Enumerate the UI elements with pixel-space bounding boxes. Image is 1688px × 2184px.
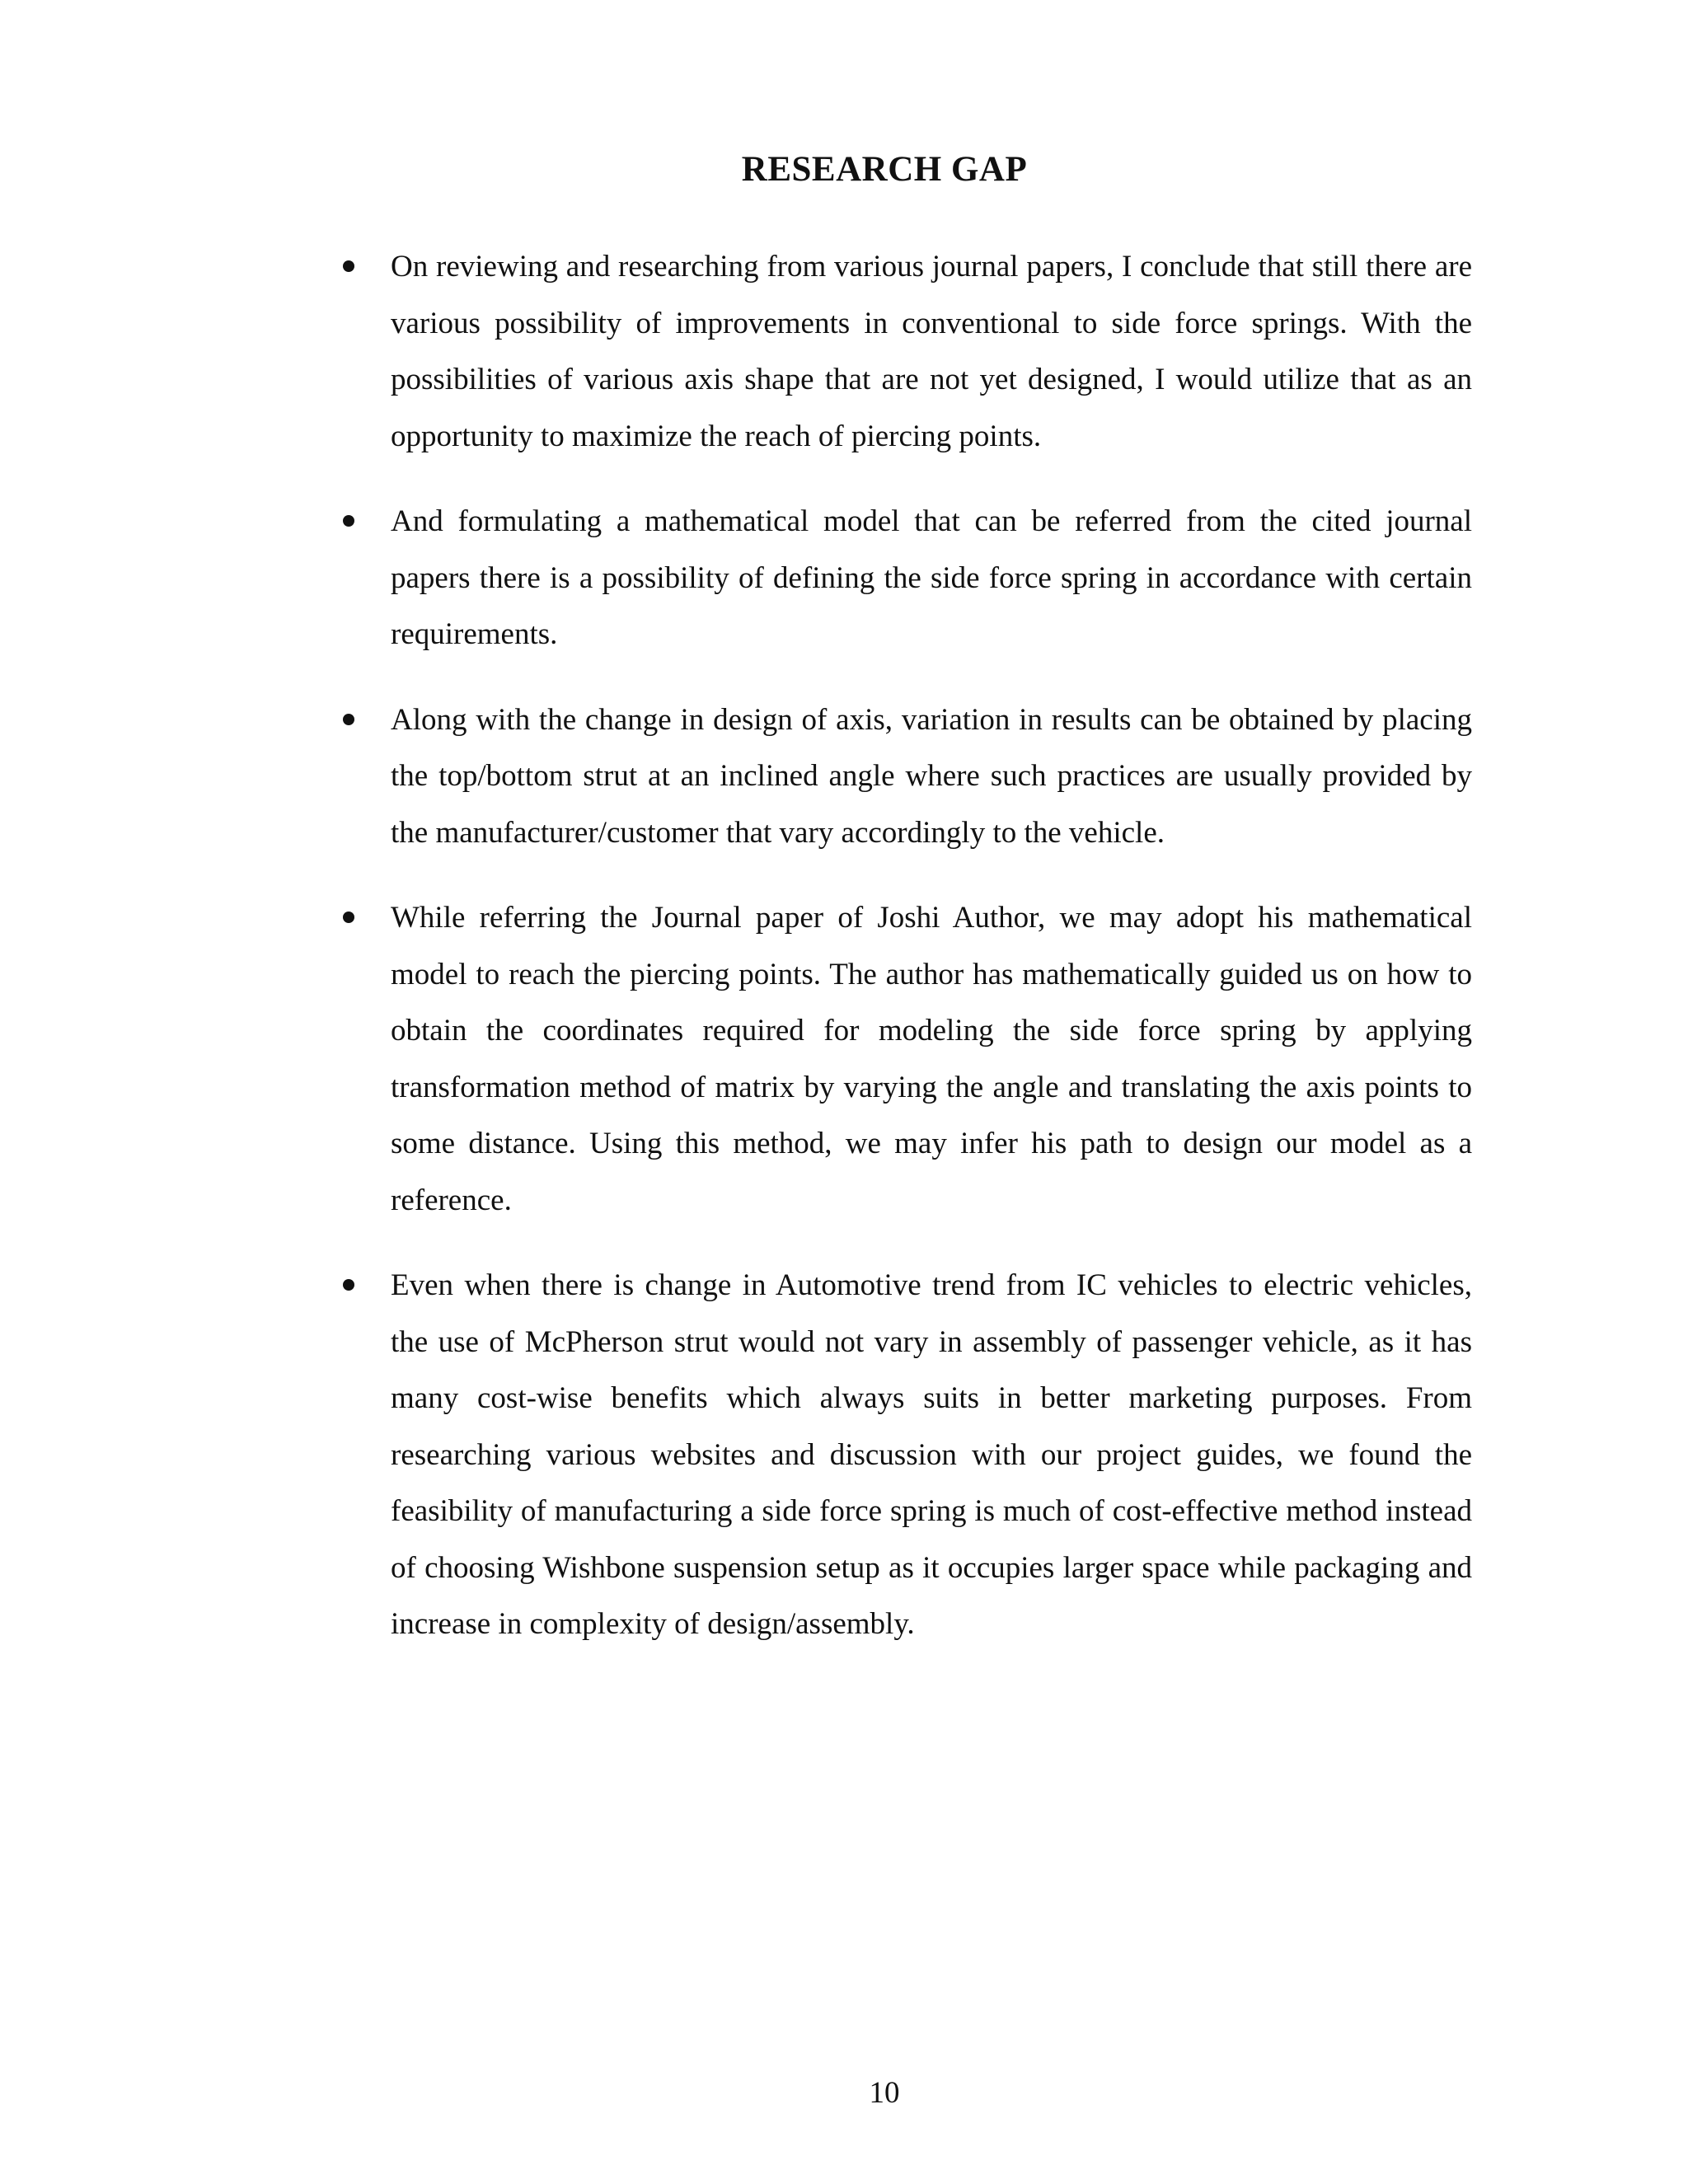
bullet-icon	[343, 515, 354, 527]
bullet-text: Even when there is change in Automotive trend from IC vehicles to electric vehicles, the use of McPherson strut would not vary in assembly of passenger vehicle, as it has many cost-wise benefits which always suits in better marketing purposes. From researching various websites and discussion with our project guides, we found the feasibility of manufacturing a side force spring is much of cost-effective method instead of choosing Wishbone suspension setup as it occupies larger space while packaging and increase in complexity of design/assembly.	[391, 1268, 1472, 1641]
bullet-list	[340, 239, 1472, 1682]
page-title: RESEARCH GAP	[741, 150, 1028, 189]
bullet-item-4	[340, 890, 1472, 1229]
bullet-text: On reviewing and researching from various journal papers, I conclude that still there are various possibility of improvements in conventional to side force springs. With the possibilities of various axis shape that are not yet designed, I would utilize that as an opportunity to maximize the reach of piercing points.	[391, 250, 1472, 453]
bullet-icon	[343, 260, 354, 272]
bullet-item-2	[340, 494, 1472, 663]
bullet-icon	[343, 714, 354, 725]
bullet-icon	[343, 912, 354, 923]
bullet-item-3	[340, 692, 1472, 862]
bullet-item-1	[340, 239, 1472, 465]
bullet-text: And formulating a mathematical model that can be referred from the cited journal papers there is a possibility of defining the side force spring in accordance with certain requirements.	[391, 504, 1472, 651]
bullet-text: While referring the Journal paper of Joshi Author, we may adopt his mathematical model to reach the piercing points. The author has mathematically guided us on how to obtain the coordinates required for modeling the side force spring by applying transformation method of matrix by varying the angle and translating the axis points to some distance. Using this method, we may infer his path to design our model as a reference.	[391, 901, 1472, 1217]
bullet-item-5	[340, 1258, 1472, 1653]
page-number: 10	[869, 2076, 900, 2110]
bullet-icon	[343, 1279, 354, 1291]
bullet-text: Along with the change in design of axis, variation in results can be obtained by placing the top/bottom strut at an inclined angle where such practices are usually provided by the manufacturer/customer that vary accordingly to the vehicle.	[391, 702, 1472, 850]
